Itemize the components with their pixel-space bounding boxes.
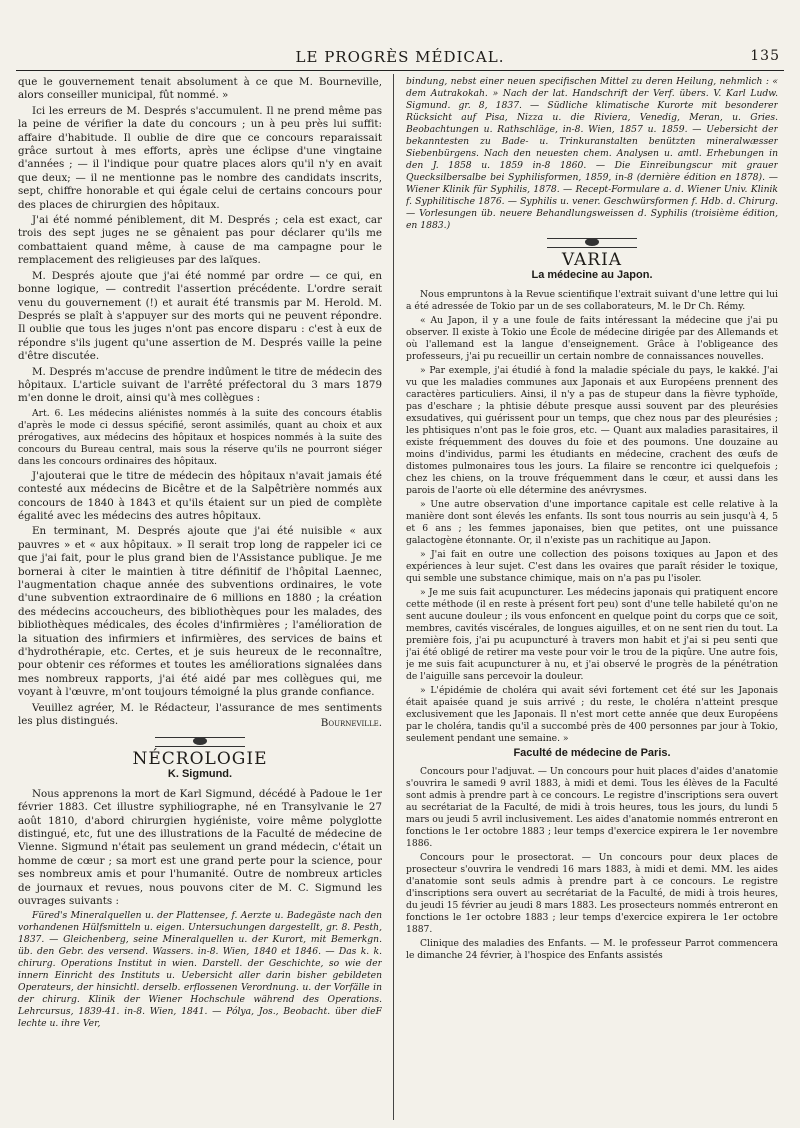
section-subtitle-faculte: Faculté de médecine de Paris. [513,746,671,759]
page-number: 135 [750,48,780,64]
paragraph: Nous empruntons à la Revue scientifique l'extrait suivant d'une lettre qui lui a été adressée de Tokio par un de ses collaborateurs, M. le Dr Ch. Rémy. [406,288,778,312]
section-subtitle: La médecine au Japon. [531,269,653,282]
section-subtitle: K. Sigmund. [167,768,233,781]
paragraph: Concours pour le prosectorat. — Un concours pour deux places de prosecteur s'ouvrira le vendredi 16 mars 1883, à midi et demi. MM. les aides d'anatomie sont seuls admis à prendre part à ce concours. Le registre d'inscriptions sera ouvert au secrétariat de la Faculté, de midi à trois heures, du jeudi 15 février au jeudi 8 mars 1883. Les prosecteurs nommés entreront en fonctions le 1er octobre 1883 ; leur temps d'exercice expirera le 1er octobre 1887. [406,852,778,936]
paragraph: » J'ai fait en outre une collection des poisons toxiques au Japon et des expériences à leur sujet. C'est dans les ovaires que paraît résider le toxique, qui semble une substance chimique, mais on n'a pas pu l'isoler. [406,548,778,584]
left-column [18,76,382,1116]
paragraph: » Je me suis fait acupuncturer. Les médecins japonais qui pratiquent encore cette méthode (il en reste à présent fort peu) sont d'une telle habileté qu'on ne sent aucune douleur ; ils vous enfoncent en quelque point du corps que ce soit, membres, cavités viscérales, de longues aiguilles, et on ne sent rien du tout. La première fois, j'ai pu acupuncturé à travers mon habit et j'ai si peu senti que j'ai été obligé de retirer ma veste pour voir le trou de la piqûre. Une autre fois, je me suis fait acupuncturer à nu, et j'ai observé le progrès de la pénétration de l'aiguille sans percevoir la douleur. [406,586,778,682]
section-title-varia: VARIA [561,250,623,270]
page-header [16,44,784,71]
ornament-divider [155,737,245,747]
paragraph: « Au Japon, il y a une foule de faits intéressant la médecine que j'ai pu observer. Il existe à Tokio une École de médecine dirigée par des Allemands et où l'allemand est la langue d'enseignement. Grâce à l'obligeance des professeurs, j'ai pu recueillir un certain nombre de connaissances nouvelles. [406,314,778,362]
paragraph: M. Després m'accuse de prendre indûment le titre de médecin des hôpitaux. L'article suivant de l'arrêté préfectoral du 3 mars 1879 m'en donne le droit, ainsi qu'à mes collègues : [18,365,382,405]
closing-paragraph: Veuillez agréer, M. le Rédacteur, l'assurance de mes sentiments les plus distingués. [18,701,382,728]
paragraph: J'ai été nommé péniblement, dit M. Després ; cela est exact, car trois des sept juges ne se gênaient pas pour déclarer qu'ils me combattaient quand même, à cause de ma campagne pour le remplacement des religieuses par des laïques. [18,214,382,267]
paragraph: » L'épidémie de choléra qui avait sévi fortement cet été sur les Japonais était apaisée quand je suis arrivé ; du reste, le choléra n'atteint presque exclusivement que les Japonais. Il n'est mort cette année que deux Européens par le choléra, tandis qu'il a succombé près de 400 personnes par jour à Tokio, seulement pendant une semaine. » [406,684,778,744]
signature: Bourneville. [320,717,382,730]
decree-quote: Art. 6. Les médecins aliénistes nommés à la suite des concours établis d'après le mode ci dessus spécifié, seront assimilés, quant au choix et aux prérogatives, aux médecins des hôpitaux et hospices nommés à la suite des concours du Bureau central, mais sous la réserve qu'ils ne pourront siéger dans les concours ordinaires des hôpitaux. [18,407,382,467]
paragraph: En terminant, M. Després ajoute que j'ai été nuisible « aux pauvres » et « aux hôpitaux. » Il serait trop long de rappeler ici ce que j'ai fait, pour le plus grand bien de l'Assistance publique. Je me bornerai à citer le maintien à titre définitif de l'hôpital Laennec, l'augmentation chaque année des subventions ordinaires, le vote d'une subvention extraordinaire de 6 millions en 1880 ; la création des médecins accoucheurs, des bibliothèques pour les malades, des bibliothèques médicales, des écoles d'infirmières ; l'amélioration de la situation des infirmiers et infirmières, des services de bains et d'hydrothérapie, etc. Certes, et je suis heureux de le reconnaître, pour obtenir ces réformes et toutes les améliorations signalées dans mes nombreux rapports, j'ai été aidé par mes collègues qui, me voyant à l'œuvre, m'ont toujours témoigné la plus grande confiance. [18,525,382,699]
column-divider [393,74,394,1120]
paragraph: » Une autre observation d'une importance capitale est celle relative à la manière dont sont élevés les enfants. Ils sont tous nourris au sein jusqu'à 4, 5 et 6 ans ; les femmes japonaises, bien que petites, ont une puissance galactogène étonnante. Or, il n'existe pas un rachitique au Japon. [406,498,778,546]
section-title-necrologie: NÉCROLOGIE [132,748,268,769]
paragraph: M. Després ajoute que j'ai été nommé par ordre — ce qui, en bonne logique, — contredit l'assertion précédente. L'ordre serait venu du gouvernement (!) et aurait été transmis par M. Herold. M. Després se plaît à s'appuyer sur des morts qui ne peuvent répondre. Il oublie que tous les juges n'ont pas encore disparu : c'est à eux de répondre s'ils jugent qu'une assertion de M. Després vaille la peine d'être discutée. [18,269,382,363]
paragraph: Concours pour l'adjuvat. — Un concours pour huit places d'aides d'anatomie s'ouvrira le samedi 9 avril 1883, à midi et demi. Tous les élèves de la Faculté sont admis à prendre part à ce concours. Le registre d'inscriptions sera ouvert au secrétariat de la Faculté, de midi à trois heures, tous les jours, du lundi 5 mars ou jeudi 5 avril inclusivement. Les aides d'anatomie nommés entreront en fonctions le 1er octobre 1883 ; leur temps d'exercice expirera le 1er novembre 1886. [406,766,778,850]
paragraph: » Par exemple, j'ai étudié à fond la maladie spéciale du pays, le kakké. J'ai vu que les maladies communes aux Japonais et aux Européens prennent des caractères particuliers. Ainsi, il n'y a pas de stupeur dans la fièvre typhoïde, pas d'eschare ; la phtisie débute presque aussi souvent par des pleurésies exsudatives, qui guérissent pour un temps, que chez nous par des pleurésies ; les phtisiques n'ont pas le foie gros, etc. — Quant aux maladies parasitaires, il existe fréquemment des douves du foie et des poumons. Une douzaine au moins d'individus, parmi les étudiants en médecine, crachent des œufs de distomes pulmonaires tous les jours. La filaire se rencontre ici quelquefois ; chez les chiens, on la trouve fréquemment dans le cœur, et aussi dans les parois de l'aorte où elle détermine des anévrysmes. [406,364,778,496]
bibliography: Füred's Mineralquellen u. der Plattensee, f. Aerzte u. Badegäste nach den vorhandenen Hülfsmitteln u. eigen. Untersuchungen dargestellt, gr. 8. Pesth, 1837. — Gleichenberg, seine Mineralquellen u. der Kurort, mit Bemerkgn. üb. den Gebr. des versend. Wassers. in-8. Wien, 1840 et 1846. — Das k. k. chirurg. Operations Institut in wien. Darstell. der Geschichte, so wie der innern Einricht des Instituts u. Uebersicht aller darin bisher gebildeten Operateurs, der hinsichtl. derselb. erflossenen Verordnung. u. der Vorfälle in der chirurg. Klinik der Wiener Hochschule während des Operations. Lehrcursus, 1839-41. in-8. Wien, 1841. — Pólya, Jos., Beobacht. über dieF lechte u. ihre Ver, [18,910,382,1030]
paragraph: Clinique des maladies des Enfants. — M. le professeur Parrot commencera le dimanche 24 février, à l'hospice des Enfants assistés [406,938,778,962]
ornament-divider [547,238,637,248]
right-column [406,76,778,1116]
paragraph: Nous apprenons la mort de Karl Sigmund, décédé à Padoue le 1er février 1883. Cet illustre syphiliographe, né en Transylvanie le 27 août 1810, d'abord chirurgien hygiéniste, voire même polyglotte distingué, etc, fut une des illustrations de la Faculté de médecine de Vienne. Sigmund n'était pas seulement un grand médecin, c'était un homme de cœur ; sa mort est une grand perte pour la science, pour ses nombreux amis et pour l'humanité. Outre de nombreux articles de journaux et revues, nous pouvons citer de M. C. Sigmund les ouvrages suivants : [18,787,382,907]
paragraph: que le gouvernement tenait absolument à ce que M. Bourneville, alors conseiller municipal, fût nommé. » [18,76,382,102]
paragraph: Ici les erreurs de M. Després s'accumulent. Il ne prend même pas la peine de vérifier la date du concours ; un à peu près lui suffit: affaire d'habitude. Il oublie de dire que ce concours reparaissait grâce surtout à mes efforts, après une éclipse d'une vingtaine d'années ; — il l'indique pour quatre places alors qu'il n'y en avait que deux; — il ne mentionne pas le nombre des candidats inscrits, sept, chiffre honorable et qui égale celui de certains concours pour des places de chirurgien des hôpitaux. [18,104,382,211]
paragraph: J'ajouterai que le titre de médecin des hôpitaux n'avait jamais été contesté aux médecins de Bicêtre et de la Salpêtrière nommés aux concours de 1840 à 1843 et qu'ils étaient sur un pied de complète égalité avec les médecins des autres hôpitaux. [18,469,382,522]
journal-title: LE PROGRÈS MÉDICAL. [295,48,505,66]
bibliography-continued: bindung, nebst einer neuen specifischen Mittel zu deren Heilung, nehmlich : « dem Autrakokah. » Nach der lat. Handschrift der Verf. übers. V. Karl Ludw. Sigmund. gr. 8, 1837. — Südliche klimatische Kurorte mit besonderer Rücksicht auf Pisa, Nizza u. die Riviera, Venedig, Meran, u. Gries. Beobachtungen u. Rathschläge, in-8. Wien, 1857 u. 1859. — Uebersicht der bekanntesten zu Bade- u. Trinkuranstalten benützten mineralwæsser Siebenbürgens. Nach den neuesten chem. Analysen u. amtl. Erhebungen in den J. 1858 u. 1859 in-8 1860. — Die Einreibungscur mit grauer Quecksilbersalbe bei Syphilisformen, 1859, in-8 (dernière édition en 1878). — Wiener Klinik für Syphilis, 1878. — Recept-Formulare a. d. Wiener Univ. Klinik f. Syphilitische 1876. — Syphilis u. vener. Geschwürsformen f. Hdb. d. Chirurg. — Vorlesungen üb. neuere Behandlungsweissen d. Syphilis (troisième édition, en 1883.) [406,76,778,231]
